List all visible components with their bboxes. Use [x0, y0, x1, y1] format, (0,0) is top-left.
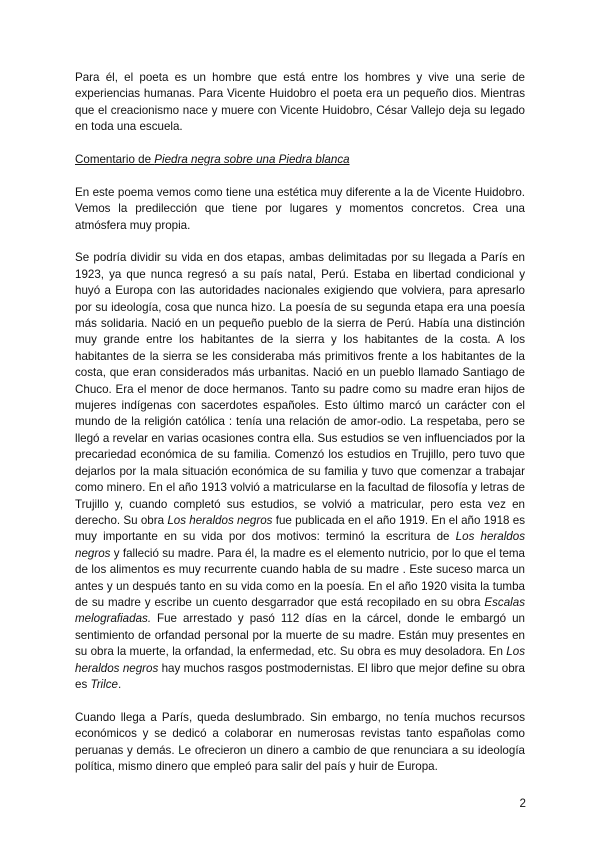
italic-title: Los heraldos negros	[167, 513, 273, 527]
italic-title: Piedra negra sobre una Piedra blanca	[154, 153, 350, 167]
italic-title: Escalas melografiadas.	[75, 595, 525, 626]
paragraph-poem	[75, 185, 525, 234]
text-run: Fue arrestado y pasó 112 días en la cárcel, donde le embargó un sentimiento de orfandad personal por la muerte de su madre. Están muy presentes en su obra la muerte, la orfandad, la enfermedad, etc. Su obra es muy desoladora. En	[75, 612, 525, 659]
document-body	[75, 70, 525, 792]
paragraph-paris	[75, 710, 525, 776]
section-heading	[75, 152, 525, 168]
text-run: y falleció su madre. Para él, la madre es el elemento nutricio, por lo que el tema de los alimentos es muy recurrente cuando habla de su madre . Este suceso marca un antes y un después tanto en su vida como en la poesía. En el año 1920 visita la tumba de su madre y escribe un cuento desgarrador que está recopilado en su obra	[75, 546, 525, 609]
text-run: Cuando llega a París, queda deslumbrado. Sin embargo, no tenía muchos recursos económicos y se dedicó a colaborar en numerosas revistas tanto españolas como peruanas y demás. Le ofrecieron un dinero a cambio de que renunciara a su ideología política, mismo dinero que empleó para salir del país y huir de Europa.	[75, 710, 525, 773]
text-run: fue publicada en el año 1919. En el año 1918 es muy importante en su vida por dos motivos: terminó la escritura de	[75, 513, 526, 544]
italic-title: Los heraldos negros	[75, 530, 525, 560]
page-number: 2	[519, 797, 526, 810]
paragraph-intro	[75, 70, 525, 136]
text-run: En este poema vemos como tiene una estética muy diferente a la de Vicente Huidobro. Vemos la predilección que tiene por lugares y momentos concretos. Crea una atmósfera muy propia.	[75, 185, 525, 232]
text-run: .	[117, 677, 122, 691]
text-run: Comentario de	[75, 153, 155, 167]
text-run: Para él, el poeta es un hombre que está entre los hombres y vive una serie de experiencias humanas. Para Vicente Huidobro el poeta era un pequeño dios. Mientras que el creacionismo nace y muere con Vicente Huidobro, César Vallejo deja su legado en toda una escuela.	[75, 71, 525, 134]
italic-title: Trilce	[90, 677, 118, 691]
text-run: hay muchos rasgos postmodernistas. El libro que mejor define su obra es	[75, 661, 525, 691]
paragraph-life	[75, 250, 525, 693]
italic-title: Los heraldos negros	[75, 645, 525, 675]
text-run: Se podría dividir su vida en dos etapas, ambas delimitadas por su llegada a París en 1923, ya que nunca regresó a su país natal, Perú. Estaba en libertad condicional y huyó a Europa con las autoridades nacionales exigiendo que volviera, para apresarlo por su ideología, cosa que nunca hizo. La poesía de su segunda etapa era una poesía más solidaria. Nació en un pequeño pueblo de la sierra de Perú. Había una distinción muy grande entre los habitantes de la sierra y los habitantes de la costa. A los habitantes de la sierra se les consideraba más primitivos frente a los habitantes de la costa, que eran considerados más urbanitas. Nació en un pueblo llamado Santiago de Chuco. Era el menor de doce hermanos. Tanto su padre como su madre eran hijos de mujeres indígenas con sacerdotes españoles. Esto último marcó un carácter con el mundo de la religión católica : tenía una relación de amor-odio. La respetaba, pero se llegó a revelar en varias ocasiones contra ella. Sus estudios se ven influenciados por la precariedad económica de su familia. Comenzó los estudios en Trujillo, pero tuvo que dejarlos por la mala situación económica de su familia y tuvo que comenzar a trabajar como minero. En el año 1913 volvió a matricularse en la facultad de filosofía y letras de Trujillo y, cuando completó sus estudios, se volvió a matricular, pero esta vez en derecho. Su obra	[75, 251, 525, 527]
